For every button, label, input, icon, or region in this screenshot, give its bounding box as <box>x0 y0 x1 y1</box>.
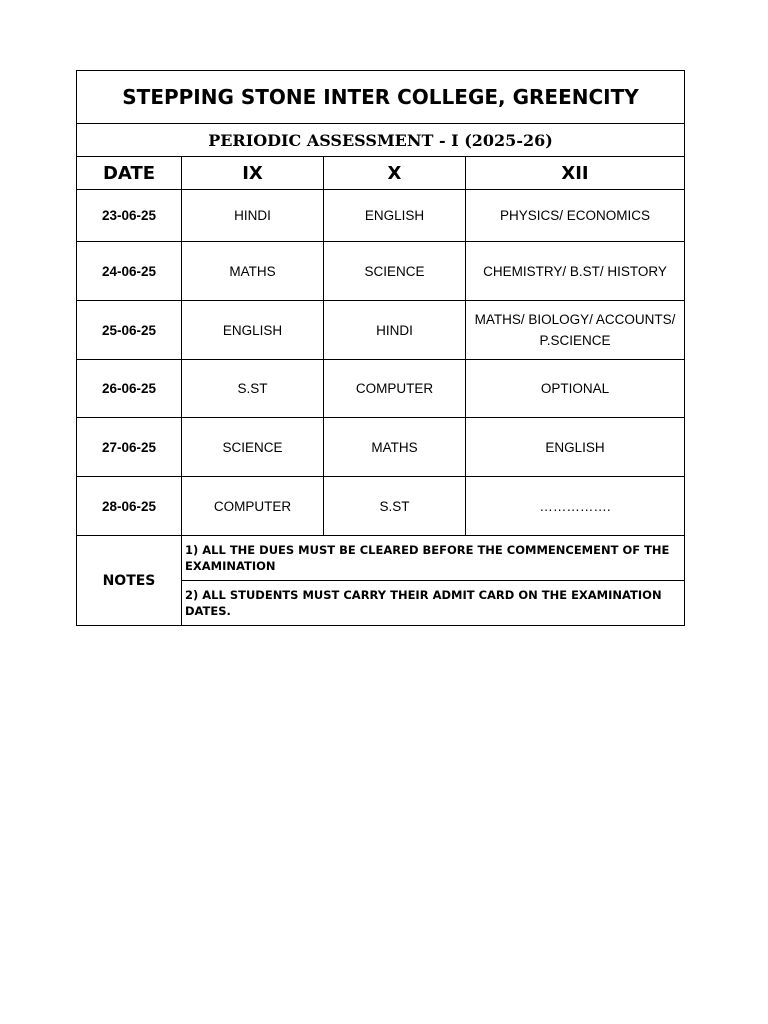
title-row <box>77 71 685 124</box>
x-subject-cell: S.ST <box>324 477 466 536</box>
date-cell: 28-06-25 <box>77 477 182 536</box>
column-header-ix: IX <box>182 157 324 190</box>
assessment-title: PERIODIC ASSESSMENT - I (2025-26) <box>77 124 685 157</box>
x-subject-cell: SCIENCE <box>324 242 466 301</box>
date-cell: 26-06-25 <box>77 360 182 418</box>
xii-subject-cell: PHYSICS/ ECONOMICS <box>466 190 685 242</box>
x-subject-cell: COMPUTER <box>324 360 466 418</box>
table-row <box>77 190 685 242</box>
column-header-xii: XII <box>466 157 685 190</box>
table-row <box>77 242 685 301</box>
x-subject-cell: ENGLISH <box>324 190 466 242</box>
subtitle-row <box>77 124 685 157</box>
table-row <box>77 360 685 418</box>
xii-subject-cell: OPTIONAL <box>466 360 685 418</box>
notes-label: NOTES <box>77 536 182 626</box>
xii-subject-line: P.SCIENCE <box>539 333 611 348</box>
table-row <box>77 418 685 477</box>
x-subject-cell: HINDI <box>324 301 466 360</box>
note-item: 1) ALL THE DUES MUST BE CLEARED BEFORE THE COMMENCEMENT OF THE EXAMINATION <box>182 536 685 581</box>
ix-subject-cell: SCIENCE <box>182 418 324 477</box>
exam-schedule-table <box>76 70 685 626</box>
date-cell: 23-06-25 <box>77 190 182 242</box>
ix-subject-cell: ENGLISH <box>182 301 324 360</box>
xii-subject-cell <box>466 301 685 360</box>
column-header-x: X <box>324 157 466 190</box>
date-cell: 25-06-25 <box>77 301 182 360</box>
notes-row <box>77 536 685 581</box>
date-cell: 27-06-25 <box>77 418 182 477</box>
xii-subject-line: MATHS/ BIOLOGY/ ACCOUNTS/ <box>474 312 676 327</box>
ix-subject-cell: COMPUTER <box>182 477 324 536</box>
xii-subject-cell: ……………. <box>466 477 685 536</box>
ix-subject-cell: S.ST <box>182 360 324 418</box>
table-row <box>77 301 685 360</box>
x-subject-cell: MATHS <box>324 418 466 477</box>
school-title: STEPPING STONE INTER COLLEGE, GREENCITY <box>77 71 685 124</box>
ix-subject-cell: HINDI <box>182 190 324 242</box>
ix-subject-cell: MATHS <box>182 242 324 301</box>
xii-subject-cell: CHEMISTRY/ B.ST/ HISTORY <box>466 242 685 301</box>
xii-subject-cell: ENGLISH <box>466 418 685 477</box>
column-header-date: DATE <box>77 157 182 190</box>
note-item: 2) ALL STUDENTS MUST CARRY THEIR ADMIT CARD ON THE EXAMINATION DATES. <box>182 581 685 626</box>
column-header-row <box>77 157 685 190</box>
date-cell: 24-06-25 <box>77 242 182 301</box>
table-row <box>77 477 685 536</box>
